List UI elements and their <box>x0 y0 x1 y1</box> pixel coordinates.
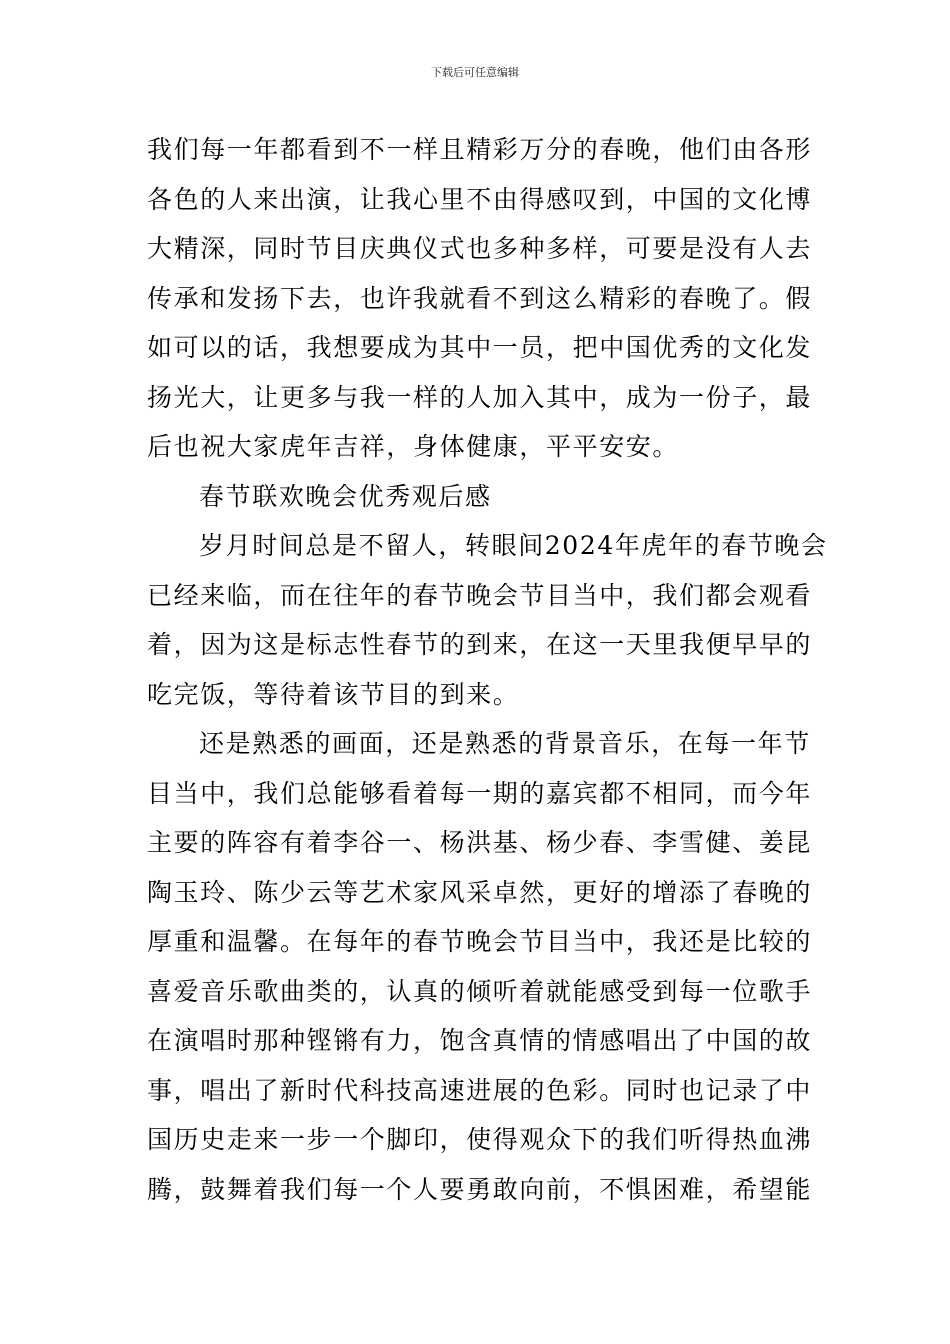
paragraph-line: 大精深，同时节目庆典仪式也多种多样，可要是没有人去 <box>147 234 813 263</box>
paragraph-line: 我们每一年都看到不一样且精彩万分的春晚，他们由各形 <box>147 135 813 164</box>
paragraph-line: 传承和发扬下去，也许我就看不到这么精彩的春晚了。假 <box>147 283 813 313</box>
paragraph-line: 已经来临，而在往年的春节晚会节目当中，我们都会观看 <box>147 580 813 610</box>
paragraph-line: 着，因为这是标志性春节的到来，在这一天里我便早早的 <box>147 630 813 659</box>
paragraph-line: 主要的阵容有着李谷一、杨洪基、杨少春、李雪健、姜昆 <box>147 828 813 857</box>
paragraph-line: 国历史走来一步一个脚印，使得观众下的我们听得热血沸 <box>147 1125 813 1154</box>
section-title: 春节联欢晚会优秀观后感 <box>199 481 492 511</box>
paragraph-intro <box>147 521 828 719</box>
paragraph-line: 还是熟悉的画面，还是熟悉的背景音乐，在每一年节 <box>199 729 811 758</box>
page-header: 下载后可任意编辑 <box>431 66 519 79</box>
paragraph-line: 吃完饭，等待着该节目的到来。 <box>147 679 520 709</box>
paragraph-line: 事，唱出了新时代科技高速进展的色彩。同时也记录了中 <box>147 1075 813 1105</box>
paragraph-line: 喜爱音乐歌曲类的，认真的倾听着就能感受到每一位歌手 <box>147 976 813 1006</box>
paragraph-line: 岁月时间总是不留人，转眼间2024年虎年的春节晚会 <box>199 531 828 560</box>
paragraph-line: 厚重和温馨。在每年的春节晚会节目当中，我还是比较的 <box>147 927 813 956</box>
paragraph-line: 陶玉玲、陈少云等艺术家风采卓然，更好的增添了春晚的 <box>147 877 813 907</box>
paragraph-line: 在演唱时那种铿锵有力，饱含真情的情感唱出了中国的故 <box>147 1026 813 1055</box>
paragraph-line: 目当中，我们总能够看着每一期的嘉宾都不相同，而今年 <box>147 778 813 808</box>
paragraph-line: 如可以的话，我想要成为其中一员，把中国优秀的文化发 <box>147 333 813 362</box>
paragraph-closing-remarks <box>147 125 813 472</box>
document-body <box>147 125 828 1214</box>
paragraph-line: 腾，鼓舞着我们每一个人要勇敢向前，不惧困难，希望能 <box>147 1174 813 1204</box>
paragraph-line: 后也祝大家虎年吉祥，身体健康，平平安安。 <box>147 432 680 461</box>
paragraph-line: 扬光大，让更多与我一样的人加入其中，成为一份子，最 <box>147 382 813 412</box>
paragraph-line: 各色的人来出演，让我心里不由得感叹到，中国的文化博 <box>147 184 813 214</box>
paragraph-performers <box>147 719 813 1214</box>
